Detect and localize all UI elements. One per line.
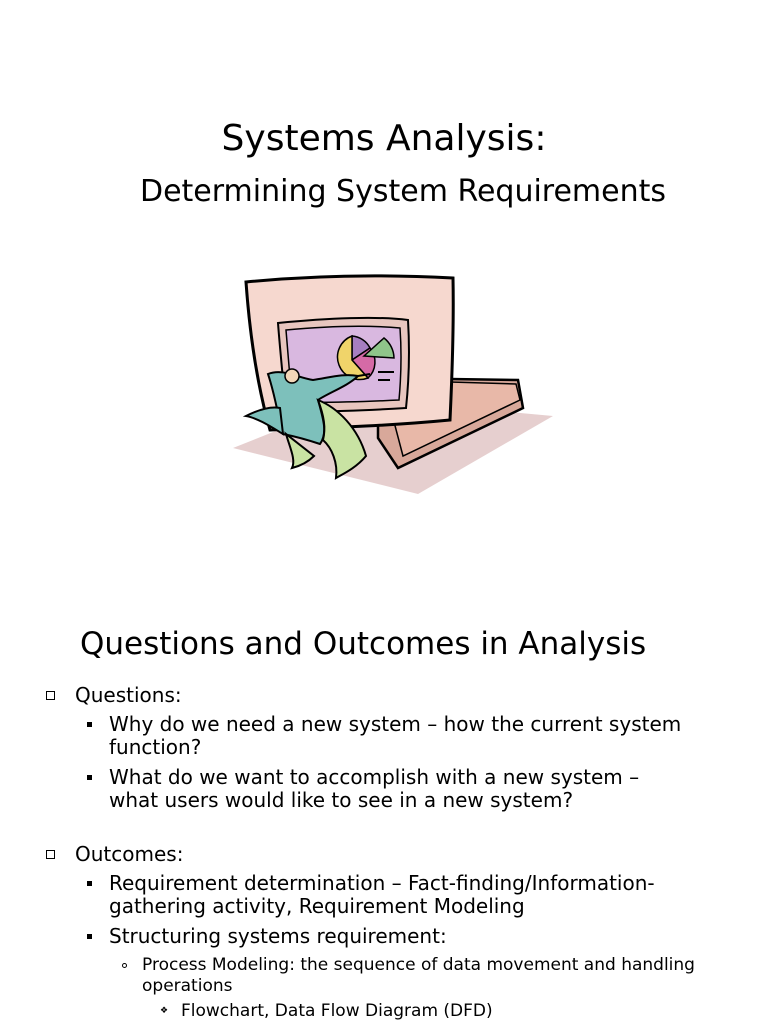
list-item-text: Flowchart, Data Flow Diagram (DFD) <box>181 1001 493 1021</box>
list-item <box>0 766 768 812</box>
spacer <box>0 819 768 843</box>
list-item-text: Process Modeling: the sequence of data movement and handling operations <box>142 955 695 996</box>
list-item-text: Why do we need a new system – how the current system function? <box>109 712 682 759</box>
list-item-text: Requirement determination – Fact-finding/Information-gathering activity, Requirement Modeling <box>109 871 655 918</box>
diamond-bullet-icon: ❖ <box>160 1006 169 1016</box>
bullet-icon <box>87 722 92 727</box>
list-item-text: What do we want to accomplish with a new system – what users would like to see in a new system? <box>109 765 640 812</box>
content-slide <box>0 576 768 1024</box>
list-item <box>0 872 768 918</box>
section-label: Outcomes: <box>75 842 184 866</box>
slide-heading: Questions and Outcomes in Analysis <box>80 626 647 662</box>
presentation-monitor-pie-chart-icon <box>228 268 558 498</box>
bullet-icon <box>87 934 92 939</box>
square-bullet-icon <box>46 850 55 859</box>
list-item <box>0 684 768 707</box>
bullet-list <box>0 684 768 1022</box>
bullet-icon <box>87 775 92 780</box>
bullet-icon <box>87 881 92 886</box>
list-item <box>0 843 768 866</box>
circle-bullet-icon <box>122 963 127 968</box>
list-item-text: Structuring systems requirement: <box>109 924 447 948</box>
list-item <box>0 1001 768 1022</box>
list-item <box>0 713 768 759</box>
list-item <box>0 925 768 948</box>
square-bullet-icon <box>46 691 55 700</box>
section-label: Questions: <box>75 683 182 707</box>
list-item <box>0 955 768 997</box>
slide-title: Systems Analysis: <box>221 118 547 159</box>
slide-subtitle: Determining System Requirements <box>139 174 667 209</box>
